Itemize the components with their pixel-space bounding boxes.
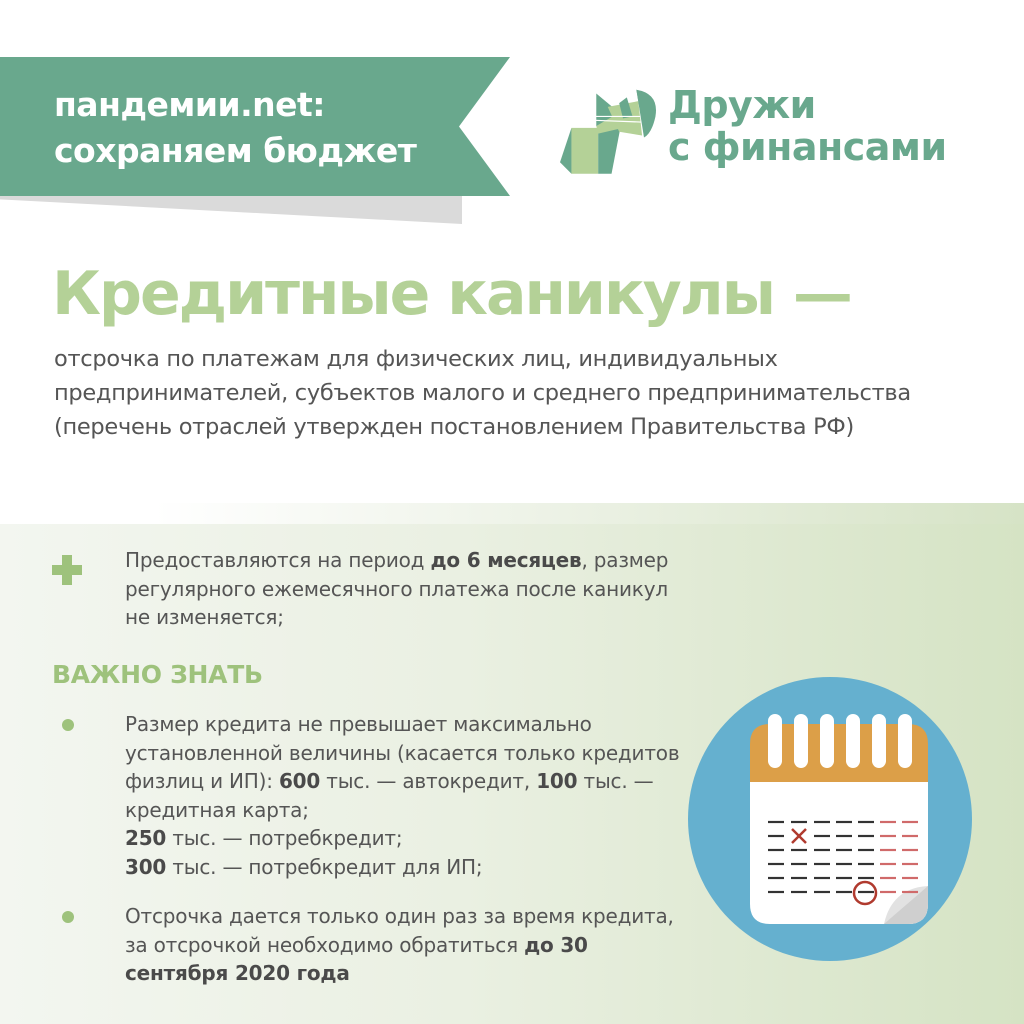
plus-text-before: Предоставляются на период xyxy=(125,548,431,572)
item-1-amount-consumer: 250 xyxy=(125,826,167,850)
banner-line-1: пандемии.net: xyxy=(54,85,326,124)
logo-wordmark xyxy=(668,84,947,168)
item-1-amount-card: 100 xyxy=(536,769,578,793)
brand-logo xyxy=(560,78,980,178)
item-1-text: тыс. — потребкредит; xyxy=(166,826,403,850)
logo-line-1: Дружи xyxy=(668,83,816,127)
important-item-2 xyxy=(125,902,695,988)
item-2-deadline: до 30 сентября 2020 года xyxy=(125,932,588,985)
important-heading: ВАЖНО ЗНАТЬ xyxy=(52,660,263,689)
banner-shadow xyxy=(0,196,462,224)
item-1-text: тыс. — кредитная карта; xyxy=(125,769,654,822)
bullet-icon xyxy=(62,911,74,923)
plus-item-text xyxy=(125,546,685,632)
item-1-amount-auto: 600 xyxy=(278,769,321,793)
plus-icon xyxy=(52,555,82,585)
plus-text-after: , размер регулярного ежемесячного платежа после каникул не изменяется; xyxy=(125,548,669,629)
item-2-text: Отсрочка дается только один раз за время кредита, за отсрочкой необходимо обратиться xyxy=(125,904,674,957)
banner-title xyxy=(54,82,416,174)
panel-top-strip xyxy=(0,503,1024,524)
item-1-text: тыс. — автокредит, xyxy=(320,769,537,793)
origami-dog-icon xyxy=(560,78,665,174)
item-1-text: Размер кредита не превышает максимально установленной величины (касается только кредитов физлиц и ИП): xyxy=(125,712,680,793)
calendar-icon xyxy=(680,674,980,964)
banner-line-2: сохраняем бюджет xyxy=(54,131,417,170)
bullet-icon xyxy=(62,719,74,731)
item-1-amount-ip: 300 xyxy=(125,854,167,879)
item-1-text: тыс. — потребкредит для ИП; xyxy=(166,854,483,879)
page-subtitle: отсрочка по платежам для физических лиц, индивидуальных предпринимателей, субъектов малого и среднего предпринимательства (перечень отраслей утвержден постановлением Правительства РФ) xyxy=(54,346,911,440)
important-item-1 xyxy=(125,710,695,881)
plus-text-bold: до 6 месяцев xyxy=(430,548,582,572)
logo-line-2: с финансами xyxy=(668,125,947,169)
page-title: Кредитные каникулы — xyxy=(52,259,851,329)
